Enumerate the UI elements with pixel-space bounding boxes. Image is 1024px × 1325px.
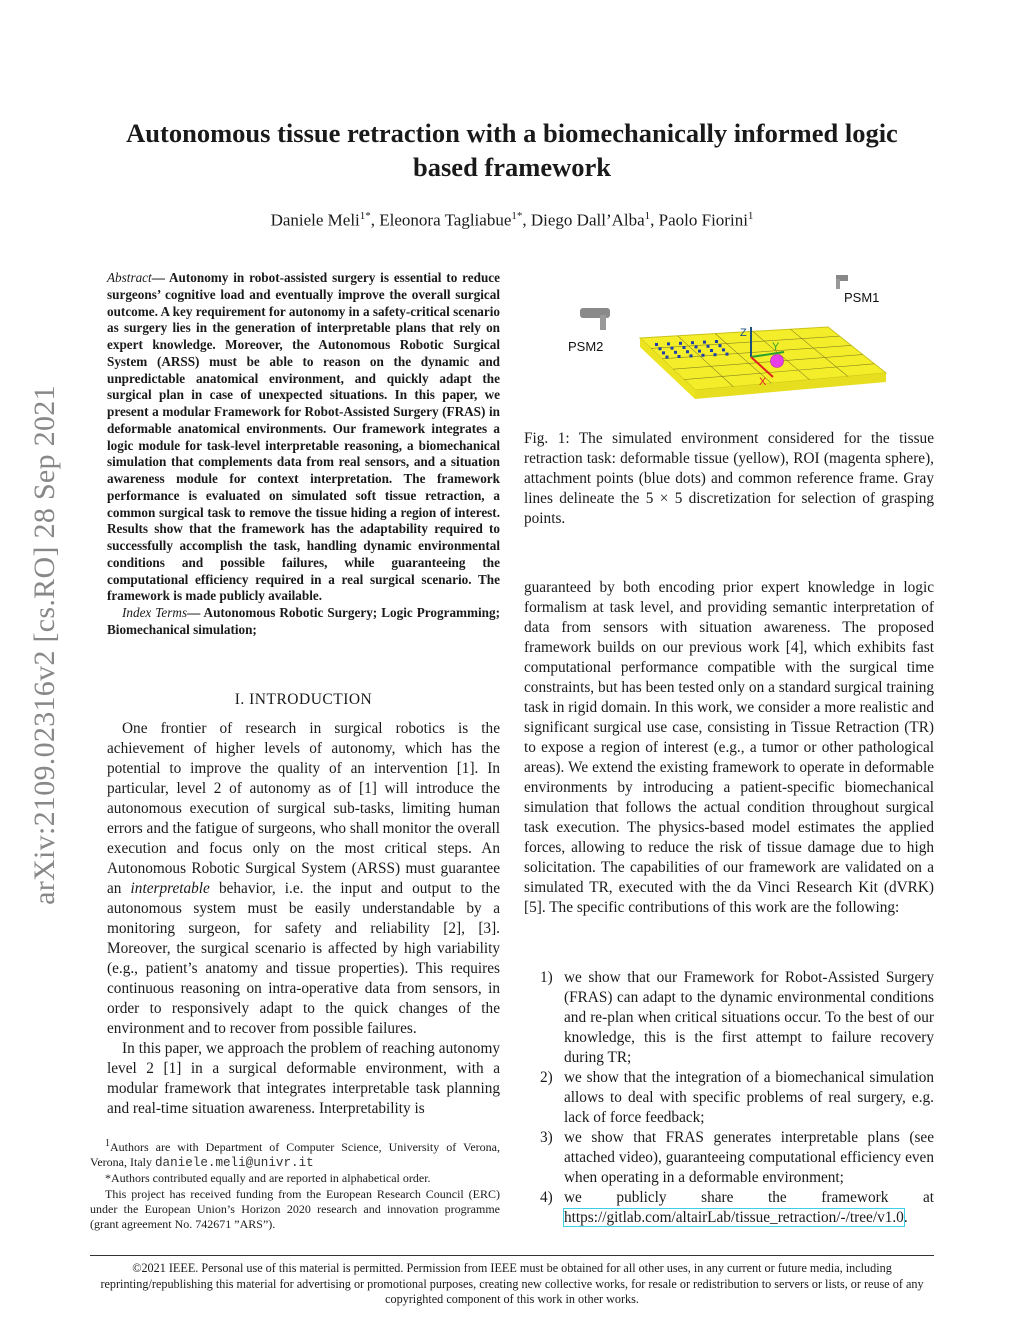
index-terms-text: — Autonomous Robotic Surgery; Logic Programming; Biomechanical simulation;	[107, 605, 500, 637]
gitlab-link[interactable]: https://gitlab.com/altairLab/tissue_retraction/-/tree/v1.0	[564, 1209, 904, 1226]
intro-p1-a: One frontier of research in surgical robotics is the achievement of higher levels of autonomy, which has the potential to improve the quality of an intervention [1]. In particular, level 2 of autonomy as of [1] will introduce the autonomous execution of surgical sub-tasks, limiting human errors and the fatigue of surgeons, who shall monitor the overall execution and focus only on the most critical steps. An Autonomous Robotic Surgical System (ARSS) must guarantee an	[107, 720, 500, 897]
copyright-notice: ©2021 IEEE. Personal use of this material is permitted. Permission from IEEE must be obtained for all other uses, in any current or future media, including reprinting/republishing this material for advertising or promotional purposes, creating new collective works, for resale or redistribution to servers or lists, or reuse of any copyrighted component of this work in other works.	[100, 1261, 924, 1306]
author-affiliation-marker: 1	[644, 210, 651, 222]
attachment-point	[671, 347, 674, 350]
attachment-point	[714, 353, 717, 356]
arxiv-identifier: arXiv:2109.02316v2 [cs.RO] 28 Sep 2021	[28, 385, 61, 905]
list-text-end: .	[903, 1209, 908, 1226]
footnote-funding: This project has received funding from the European Research Council (ERC) under the European Union’s Horizon 2020 research and innovation programme (grant agreement No. 742671 ”ARS”).	[90, 1186, 500, 1232]
axis-y-label: Y	[772, 341, 780, 353]
attachment-point	[719, 344, 722, 347]
list-item	[524, 1188, 934, 1228]
list-text: we show that FRAS generates interpretable plans (see attached video), guaranteeing computational efficiency even when operating in a deformable environment;	[564, 1129, 934, 1186]
attachment-point	[695, 345, 698, 348]
list-text: we publicly share the framework at	[564, 1189, 934, 1206]
attachment-point	[726, 353, 729, 356]
psm1-tool-icon	[836, 275, 848, 289]
author-affiliation-marker: 1	[747, 210, 754, 222]
author-name: Diego Dall’Alba	[530, 210, 645, 230]
intro-p1-c: behavior, i.e. the input and output to the autonomous system must be easily understandable by a monitoring surgeon, for safety and reliability [2], [3]. Moreover, the surgical scenario is affected by high variability (e.g., patient’s anatomy and tissue properties). This requires continuous reasoning on intra-operative data from sensors, in order to responsively adapt to the quick changes of the environment and to recover from possible failures.	[107, 880, 500, 1037]
attachment-point	[707, 345, 710, 348]
author-name: Paolo Fiorini	[658, 210, 748, 230]
axis-z-label: Z	[740, 327, 747, 339]
attachment-point	[683, 346, 686, 349]
psm2-label: PSM2	[568, 339, 604, 354]
list-item	[524, 1068, 934, 1128]
attachment-point	[662, 351, 665, 354]
psm1-label: PSM1	[844, 290, 880, 305]
footnote-affiliation: Authors are with Department of Computer Science, University of Verona, Verona, Italy	[90, 1140, 500, 1170]
footnotes	[90, 1136, 500, 1232]
figure-simulated-environment	[560, 265, 900, 425]
list-item	[524, 968, 934, 1068]
author-list: Daniele Meli$^{1*}$, Eleonora Tagliabue$^{1*}$, Diego Dall’Alba$^1$, Paolo Fiorini$^1$	[270, 210, 754, 230]
list-number: 4)	[540, 1189, 553, 1206]
list-text: we show that the integration of a biomechanical simulation allows to deal with specific problems of real surgery, e.g. lack of force feedback;	[564, 1069, 934, 1126]
right-paragraph: guaranteed by both encoding prior expert knowledge in logic formalism at task level, and providing semantic interpretation of data from sensors with situation awareness. The proposed framework builds on our previous work [4], which exhibits fast computational performance compatible with the surgical time constraints, but has been tested only on a standard surgical training task in rigid domain. In this work, we consider a more realistic and significant surgical use case, consisting in Tissue Retraction (TR) to expose a region of interest (e.g., a tumor or other pathological areas). We extend the existing framework to operate in deformable environments by introducing a patient-specific biomechanical simulation that follows the actual condition throughout surgical task execution. The physics-based model estimates the applied forces, allowing to reduce the risk of tissue damage due to high solicitation. The capabilities of our framework are validated on a simulated TR, executed with the da Vinci Research Kit (dVRK) [5]. The specific contributions of this work are the following:	[524, 579, 934, 916]
paper-title: Autonomous tissue retraction with a biomechanically informed logic based framework	[126, 118, 898, 182]
intro-p1-emph: interpretable	[130, 880, 210, 897]
abstract-label: Abstract	[107, 270, 152, 285]
attachment-point	[666, 356, 669, 359]
attachment-point	[679, 342, 682, 345]
attachment-point	[691, 341, 694, 344]
attachment-point	[690, 354, 693, 357]
right-column-text	[524, 578, 934, 918]
footnote-marker: 1	[105, 1138, 110, 1149]
psm2-tool-icon	[580, 308, 610, 330]
index-terms-label: Index Terms	[122, 605, 188, 620]
author-affiliation-marker: 1*	[359, 210, 371, 222]
attachment-point	[703, 341, 706, 344]
attachment-point	[710, 349, 713, 352]
intro-p2: In this paper, we approach the problem of reaching autonomy level 2 [1] in a surgical deformable environment, with a modular framework that integrates interpretable task planning and real-time situation awareness. Interpretability is	[107, 1040, 500, 1117]
attachment-point	[667, 342, 670, 345]
author-affiliation-marker: 1*	[511, 210, 523, 222]
footnote-equal-contribution: *Authors contributed equally and are reported in alphabetical order.	[105, 1171, 431, 1186]
list-item	[524, 1128, 934, 1188]
attachment-point	[686, 350, 689, 353]
list-number: 1)	[540, 969, 553, 986]
introduction-text	[107, 719, 500, 1119]
caption-text: Fig. 1: The simulated environment considered for the tissue retraction task: deformable tissue (yellow), ROI (magenta sphere), attachment points (blue dots) and common reference frame. Gray lines delineate the 5 × 5 discretization for selection of grasping points.	[524, 430, 934, 527]
attachment-point	[678, 355, 681, 358]
figure-caption	[524, 429, 934, 529]
attachment-point	[698, 350, 701, 353]
author-name: Daniele Meli	[270, 210, 360, 230]
attachment-point	[655, 343, 658, 346]
author-email: daniele.meli@univr.it	[154, 1156, 314, 1171]
footer-divider	[90, 1255, 934, 1256]
contributions-list	[524, 968, 934, 1228]
tissue-plate	[640, 327, 886, 399]
attachment-point	[722, 348, 725, 351]
roi-sphere	[771, 355, 784, 368]
author-name: Eleonora Tagliabue	[379, 210, 512, 230]
abstract-text: — Autonomy in robot-assisted surgery is essential to reduce surgeons’ cognitive load and eventually improve the overall surgical outcome. A key requirement for autonomy in a safety-critical scenario as surgery lies in the generation of interpretable plans that rely on expert knowledge. Moreover, the Autonomous Robotic Surgical System (ARSS) must be able to reason on the dynamic and unpredictable anatomical environment, and quickly adapt the surgical plan in case of unexpected situations. In this paper, we present a modular Framework for Robot-Assisted Surgery (FRAS) in deformable anatomical environments. Our framework integrates a logic module for task-level interpretable reasoning, a biomechanical simulation that complements data from real sensors, and a situation awareness module for context interpretation. The framework performance is evaluated on simulated soft tissue retraction, a common surgical task to remove the tissue hiding a region of interest. Results show that the framework has the adaptability required to successfully accomplish the task, handling dynamic environmental conditions and possible failures, while guaranteeing the computational efficiency required in a real surgical scenario. The framework is made publicly available.	[107, 270, 500, 604]
attachment-point	[702, 354, 705, 357]
attachment-point	[659, 347, 662, 350]
abstract	[107, 270, 500, 639]
section-heading-introduction: I. INTRODUCTION	[234, 691, 373, 708]
axis-x-label: X	[759, 376, 767, 388]
list-number: 2)	[540, 1069, 553, 1086]
attachment-point	[715, 340, 718, 343]
list-text: we show that our Framework for Robot-Assisted Surgery (FRAS) can adapt to the dynamic environmental conditions and re-plan when critical situations occur. To the best of our knowledge, this is the first attempt to failure recovery during TR;	[564, 969, 934, 1066]
attachment-point	[674, 351, 677, 354]
list-number: 3)	[540, 1129, 553, 1146]
